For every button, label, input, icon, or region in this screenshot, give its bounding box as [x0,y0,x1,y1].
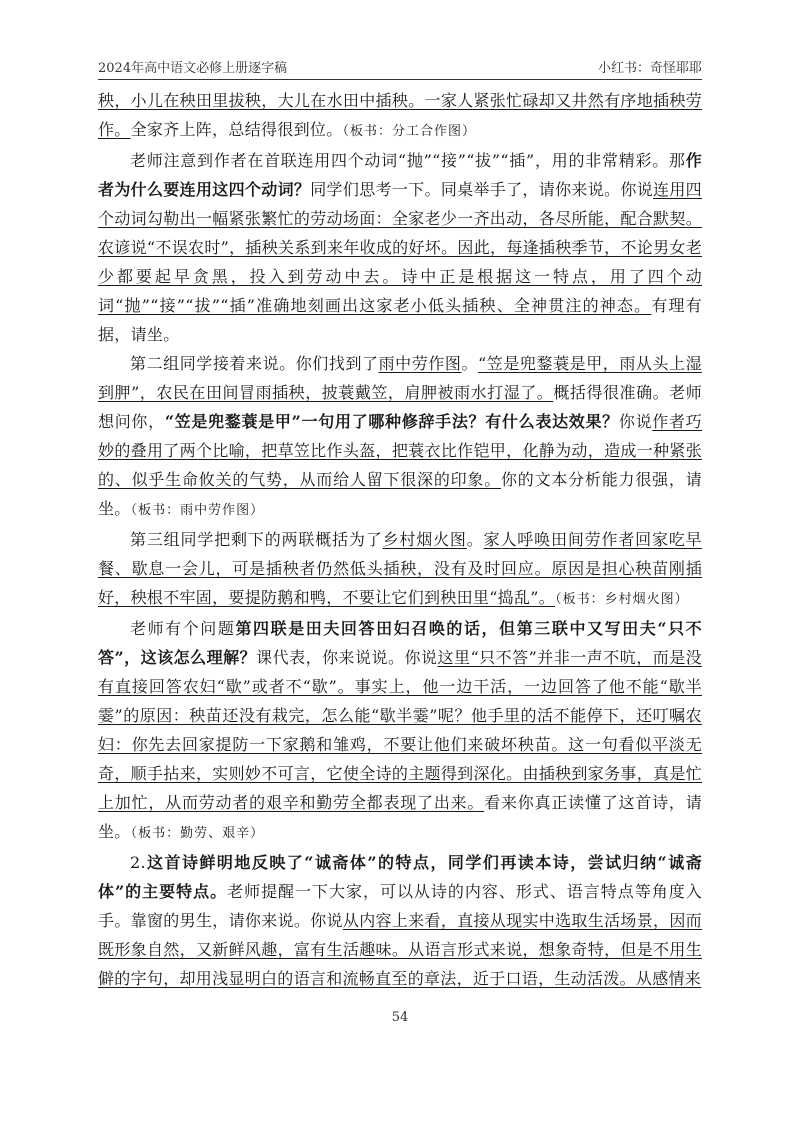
question-bold: 第四联是田夫回答田妇召唤的话，但第三联中又写田夫“只不答”，这该怎么理解？ [98,619,702,667]
text: 第二组同学接着来说。你们找到了 [130,354,379,373]
text: 概括得很准确。老师想问你， [98,383,702,431]
board-note: （板书：雨中劳作图） [130,503,265,518]
text: 同学们思考一下。同桌举手了，请你来说。你说 [310,180,654,199]
text: 老师注意到作者在首联连用四个动词“抛”“接”“拔”“插”，用的非常精彩。那 [130,151,686,170]
text: 你说 [618,412,653,431]
text: 。 [461,354,479,373]
text: 全家齐上阵，总结得很到位。 [130,120,343,139]
page-header [98,56,702,80]
text: 看来你真正读懂了这首诗，请坐。 [98,793,702,841]
text: 。 [466,530,484,549]
text: 你的文本分析能力很强，请坐。 [98,470,703,518]
header-book-title: 2024年高中语文必修上册逐字稿 [98,61,288,76]
board-note: （板书：分工合作图） [342,124,477,139]
board-note: （板书：乡村烟火图） [555,592,689,607]
paragraph-2 [98,146,702,349]
text: 有理有据，请坐。 [98,296,702,344]
paragraph-1 [98,86,702,146]
underlined-text: 连用四个动词勾勒出一幅紧张繁忙的劳动场面：全家老少一齐出动，各尽所能，配合默契。农谚说“不误农时”，插秧关系到来年收成的好坏。因此，每逢插秧季节，不论男女老少都要起早贪黑，投入到劳动中去。诗中正是根据这一特点，用了四个动词“抛”“接”“拔”“插”准确地刻画出这家老小低头插秧、全神贯注的神态。 [98,180,702,315]
text: 老师提醒一下大家，可以从诗的内容、形式、语言特点等角度入手。靠窗的男生，请你来说。你说 [98,882,702,930]
page-number: 54 [391,1010,409,1025]
underlined-text: 作者巧妙的叠用了两个比喻，把草笠比作头盔，把蓑衣比作铠甲，化静为动，造成一种紧张的、似乎生命攸关的气势，从而给人留下很深的印象。 [98,412,702,489]
paragraph-4 [98,525,702,614]
text: 老师有个问题 [130,619,236,638]
page-content [98,86,702,993]
item-number: 2. [130,853,146,872]
text: 第三组同学把剩下的两联概括为了 [130,530,383,549]
underlined-text: 秧，小儿在秧田里拔秧，大儿在水田中插秧。一家人紧张忙碌却又井然有序地插秧劳作。 [98,91,702,139]
underlined-text: 家人呼唤田间劳作者回家吃早餐、歇息一会儿，可是插秧者仍然低头插秧，没有及时回应。原因是担心秧苗刚插好，秧根不牢固，要提防鹅和鸭，不要让它们到秧田里“捣乱”。 [98,530,702,607]
paragraph-5 [98,614,702,848]
paragraph-6 [98,848,702,993]
underlined-text: 从内容上来看，直接从现实中选取生活场景，因而既形象自然，又新鲜风趣，富有生活趣味。从语言形式来说，想象奇特，但是不用生僻的字句，却用浅显明白的语言和流畅直至的章法，近于口语，生动活泼。从感情来 [98,911,702,988]
question-bold: 这首诗鲜明地反映了“诚斋体”的特点，同学们再读本诗，尝试归纳“诚斋体”的主要特点。 [98,853,702,901]
text: 课代表，你来说说。你说 [256,648,438,667]
underlined-text: 乡村烟火图 [382,530,467,549]
board-note: （板书：勤劳、艰辛） [130,826,265,841]
underlined-text: 雨中劳作图 [378,354,462,373]
header-author: 小红书：奇怪耶耶 [597,61,702,76]
question-bold: “笠是兜鍪蓑是甲”一句用了哪种修辞手法？有什么表达效果？ [164,412,619,431]
underlined-text: “笠是兜鍪蓑是甲，雨从头上湿到胛”，农民在田间冒雨插秧，披蓑戴笠，肩胛被雨水打湿了。 [98,354,702,402]
underlined-text: 这里“只不答”并非一声不吭，而是没有直接回答农妇“歇”或者不“歇”。事实上，他一边干活，一边回答了他不能“歇半霎”的原因：秧苗还没有栽完，怎么能“歇半霎”呢？他手里的活不能停下，还叮嘱农妇：你先去回家提防一下家鹅和雏鸡，不要让他们来破坏秧苗。这一句看似平淡无奇，顺手拈来，实则妙不可言，它使全诗的主题得到深化。由插秧到家务事，真是忙上加忙，从而劳动者的艰辛和勤劳全都表现了出来。 [98,648,702,812]
question-bold: 作者为什么要连用这四个动词？ [98,151,702,199]
paragraph-3 [98,349,702,525]
